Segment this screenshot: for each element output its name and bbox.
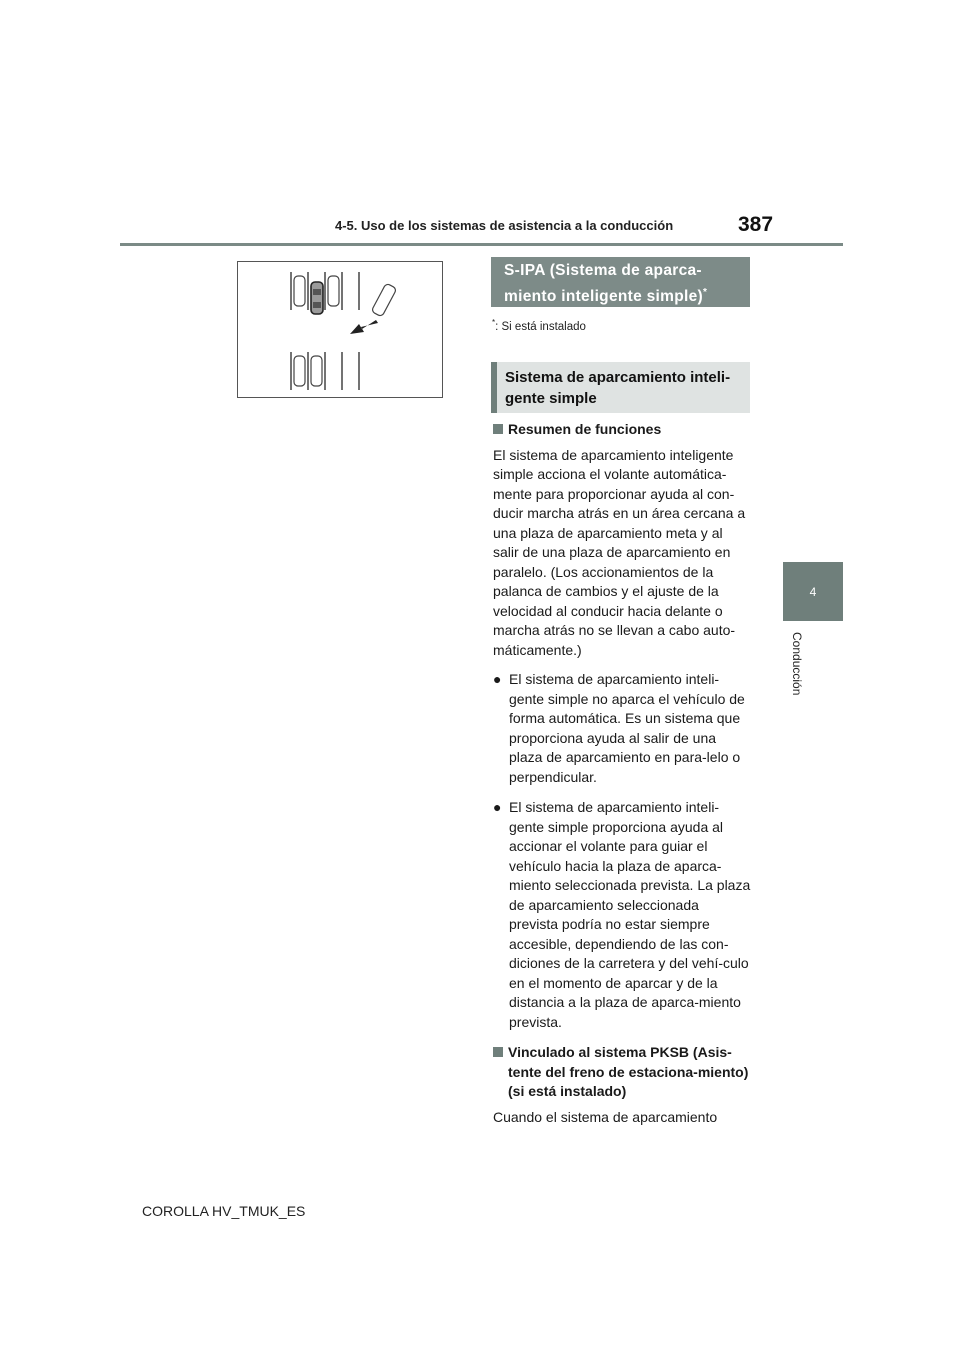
parked-car-icon (311, 356, 322, 386)
square-bullet-icon (493, 424, 503, 434)
page-number: 387 (738, 213, 774, 236)
bullet-dot-icon: ● (493, 671, 502, 687)
section-heading-text: Vinculado al sistema PKSB (Asis-tente del freno de estaciona-miento) (si está instalado) (508, 1044, 749, 1099)
square-bullet-icon (493, 1047, 503, 1057)
section-heading (493, 420, 751, 440)
footer-model-code: COROLLA HV_TMUK_ES (142, 1203, 306, 1219)
main-heading-line1: S-IPA (Sistema de aparca- (504, 262, 702, 279)
list-item (493, 670, 751, 787)
footnote-text: : Si está instalado (495, 320, 586, 333)
footnote (492, 318, 586, 333)
section-header-title: 4-5. Uso de los sistemas de asistencia a la conducción (335, 218, 674, 233)
parking-diagram-svg (238, 262, 442, 397)
section-heading (493, 1043, 751, 1102)
moving-car-icon (371, 283, 397, 317)
own-car-icon (311, 282, 323, 314)
sub-heading-line1: Sistema de aparcamiento inteli- (505, 369, 731, 386)
section-heading-text: Resumen de funciones (508, 421, 662, 437)
main-heading (491, 257, 750, 307)
parked-car-icon (294, 356, 305, 386)
parked-car-icon (328, 276, 339, 306)
sub-heading (491, 362, 750, 413)
body-text-column (493, 420, 751, 1137)
car-window (313, 302, 321, 308)
chapter-tab[interactable] (783, 562, 843, 621)
main-heading-line2-text: miento inteligente simple) (504, 288, 703, 306)
sub-heading-line2: gente simple (505, 390, 597, 407)
parking-illustration (237, 261, 443, 398)
main-heading-line2 (504, 282, 750, 308)
list-item (493, 798, 751, 1032)
footnote-marker: * (703, 287, 708, 298)
section-paragraph: Cuando el sistema de aparcamiento (493, 1108, 718, 1125)
chapter-label: Conducción (790, 632, 804, 696)
section-paragraph: El sistema de aparcamiento inteligente simple acciona el volante automática-mente para proporcionar ayuda al con-ducir marcha atrás en un área cercana a una plaza de aparcamiento meta y al salir de una plaza de aparcamiento en paralelo. (Los accionamientos de la palanca de cambios y el ajuste de la velocidad al conducir hacia delante o marcha atrás no se llevan a cabo auto-máticamente.) (493, 446, 746, 658)
parked-car-icon (294, 276, 305, 306)
footnote-marker: * (492, 318, 496, 327)
car-window (313, 289, 321, 295)
chapter-number: 4 (809, 584, 817, 599)
list-item-text: El sistema de aparcamiento inteli-gente simple proporciona ayuda al accionar el volante para guiar el vehículo hacia la plaza de aparca-miento seleccionada prevista. La plaza de aparcamiento seleccionada prevista podría no estar siempre accesible, dependiendo de las con-diciones de la carretera y del vehí-culo en el momento de aparcar y de la distancia a la plaza de aparca-miento prevista. (509, 799, 751, 1030)
list-item-text: El sistema de aparcamiento inteli-gente simple no aparca el vehículo de forma automática. Es un sistema que proporciona ayuda al salir de una plaza de aparcamiento en para-lelo o perpendicular. (509, 671, 745, 785)
direction-arrow-icon (350, 320, 378, 334)
bullet-dot-icon: ● (493, 799, 502, 815)
header-divider (120, 243, 843, 246)
